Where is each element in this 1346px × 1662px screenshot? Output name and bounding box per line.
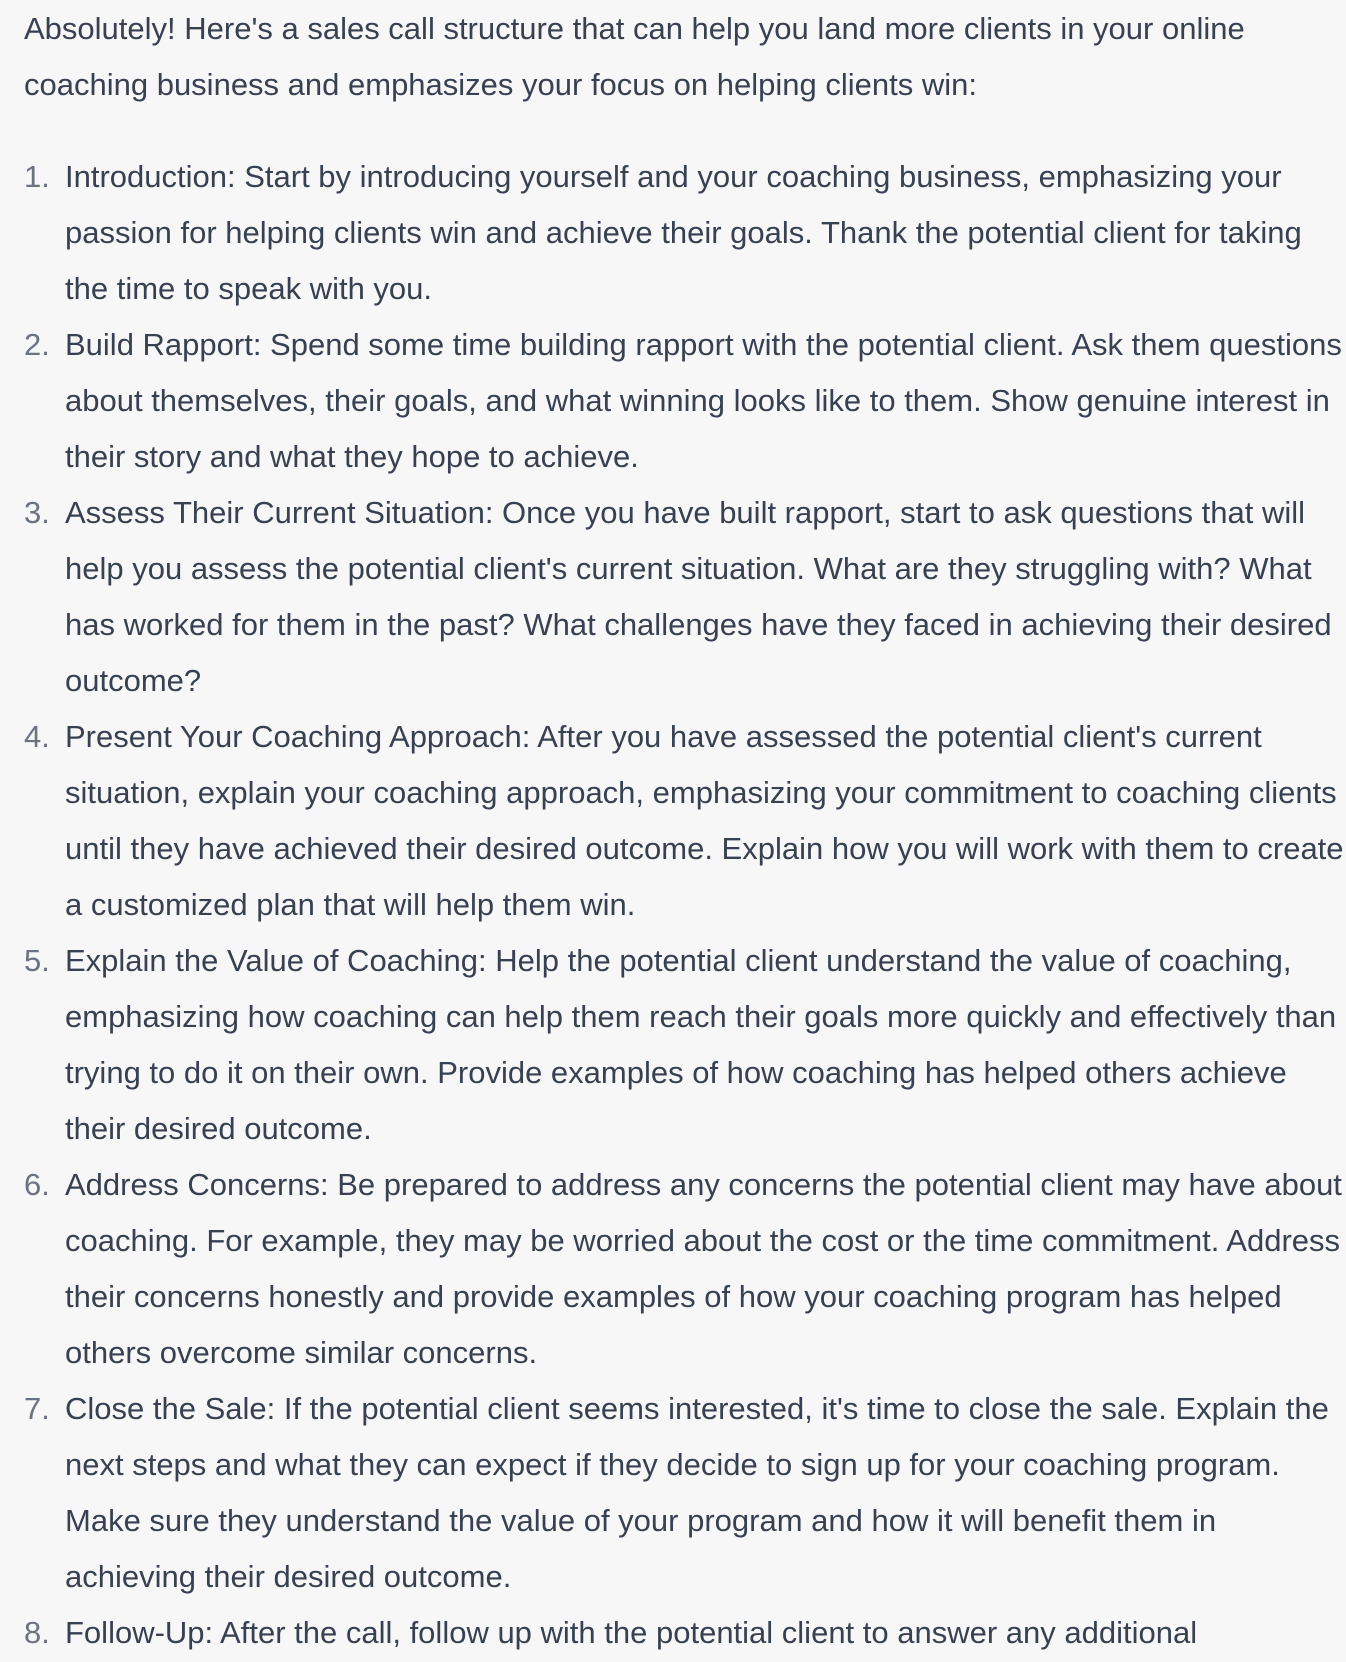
list-number: 5.	[24, 943, 50, 978]
list-item	[24, 149, 1344, 317]
list-item	[24, 317, 1344, 485]
intro-paragraph: Absolutely! Here's a sales call structure that can help you land more clients in your online coaching business and emphasizes your focus on helping clients win:	[24, 11, 1245, 102]
list-item-text: Address Concerns: Be prepared to address any concerns the potential client may have about coaching. For example, they may be worried about the cost or the time commitment. Address their concerns honestly and provide examples of how your coaching program has helped others overcome similar concerns.	[65, 1167, 1342, 1370]
list-item	[24, 1381, 1344, 1605]
list-item	[24, 1605, 1344, 1661]
list-item-text: Explain the Value of Coaching: Help the potential client understand the value of coaching, emphasizing how coaching can help them reach their goals more quickly and effectively than trying to do it on their own. Provide examples of how coaching has helped others achieve their desired outcome.	[65, 943, 1337, 1146]
list-item-text: Build Rapport: Spend some time building rapport with the potential client. Ask them questions about themselves, their goals, and what winning looks like to them. Show genuine interest in their story and what they hope to achieve.	[65, 327, 1342, 474]
list-number: 4.	[24, 719, 50, 754]
list-number: 2.	[24, 327, 50, 362]
list-number: 8.	[24, 1615, 50, 1650]
list-item-text: Present Your Coaching Approach: After you have assessed the potential client's current situation, explain your coaching approach, emphasizing your commitment to coaching clients until they have achieved their desired outcome. Explain how you will work with them to create a customized plan that will help them win.	[65, 719, 1344, 922]
list-item	[24, 485, 1344, 709]
list-number: 7.	[24, 1391, 50, 1426]
list-number: 3.	[24, 495, 50, 530]
list-item	[24, 1157, 1344, 1381]
list-item-text: Close the Sale: If the potential client seems interested, it's time to close the sale. Explain the next steps and what they can expect if they decide to sign up for your coaching program. Make sure they understand the value of your program and how it will benefit them in achieving their desired outcome.	[65, 1391, 1329, 1594]
list-number: 6.	[24, 1167, 50, 1202]
sales-call-steps-list	[24, 149, 1344, 1661]
list-item-text: Introduction: Start by introducing yourself and your coaching business, emphasizing your passion for helping clients win and achieve their goals. Thank the potential client for taking the time to speak with you.	[65, 159, 1302, 306]
list-item	[24, 933, 1344, 1157]
list-item	[24, 709, 1344, 933]
list-item-text: Assess Their Current Situation: Once you have built rapport, start to ask questions that will help you assess the potential client's current situation. What are they struggling with? What has worked for them in the past? What challenges have they faced in achieving their desired outcome?	[65, 495, 1332, 698]
list-item-text: Follow-Up: After the call, follow up with the potential client to answer any additional	[65, 1615, 1198, 1650]
list-number: 1.	[24, 159, 50, 194]
